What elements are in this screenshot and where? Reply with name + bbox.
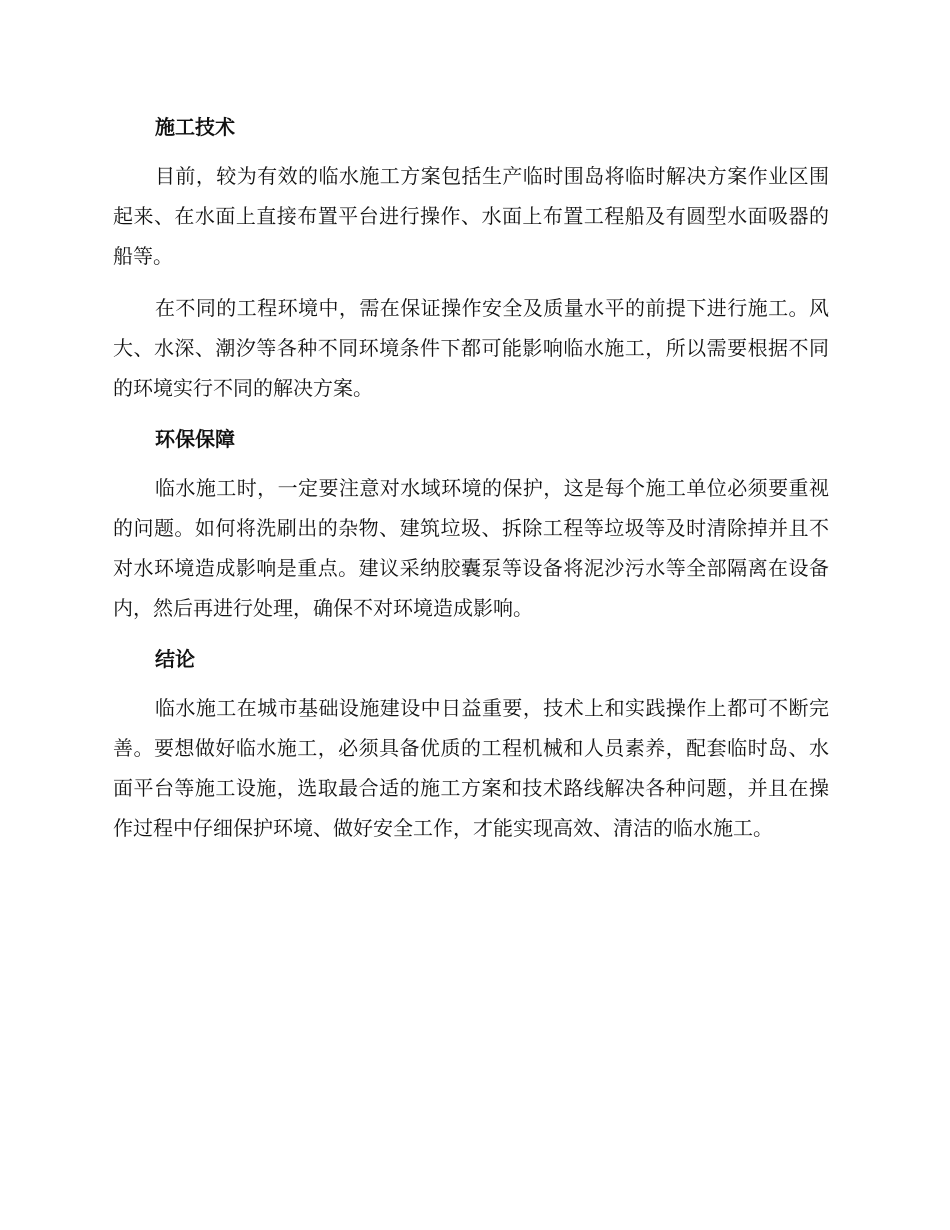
section-heading-conclusion: 结论: [155, 647, 195, 671]
document-page: [113, 110, 829, 860]
paragraph: 在不同的工程环境中，需在保证操作安全及质量水平的前提下进行施工。风大、水深、潮汐等各种不同环境条件下都可能影响临水施工，所以需要根据不同的环境实行不同的解决方案。: [113, 296, 829, 400]
paragraph: 目前，较为有效的临水施工方案包括生产临时围岛将临时解决方案作业区围起来、在水面上直接布置平台进行操作、水面上布置工程船及有圆型水面吸器的船等。: [113, 164, 829, 268]
paragraph: 临水施工在城市基础设施建设中日益重要，技术上和实践操作上都可不断完善。要想做好临水施工，必须具备优质的工程机械和人员素养，配套临时岛、水面平台等施工设施，选取最合适的施工方案和技术路线解决各种问题，并且在操作过程中仔细保护环境、做好安全工作，才能实现高效、清洁的临水施工。: [113, 696, 829, 840]
paragraph: 临水施工时，一定要注意对水域环境的保护，这是每个施工单位必须要重视的问题。如何将洗刷出的杂物、建筑垃圾、拆除工程等垃圾等及时清除掉并且不对水环境造成影响是重点。建议采纳胶囊泵等设备将泥沙污水等全部隔离在设备内，然后再进行处理，确保不对环境造成影响。: [113, 476, 829, 620]
section-heading-environmental-protection: 环保保障: [155, 427, 235, 451]
section-heading-construction-technology: 施工技术: [155, 115, 235, 139]
